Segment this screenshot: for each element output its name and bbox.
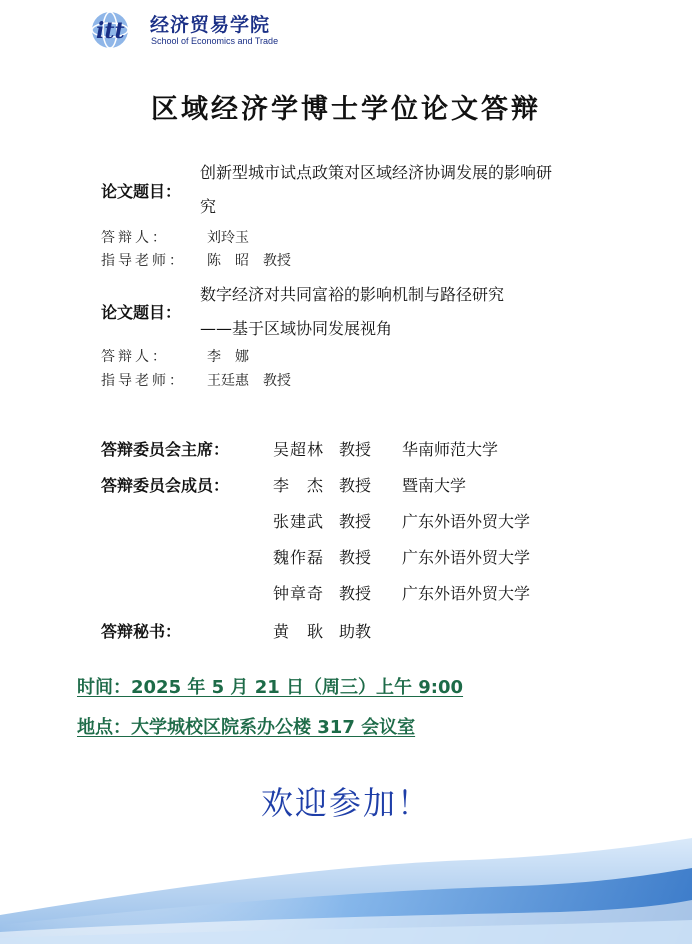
- thesis-2-topic-label: 论文题目：: [101, 303, 182, 322]
- page-title: 区域经济学博士学位论文答辩: [151, 94, 541, 125]
- committee-member-title: 教授: [339, 548, 372, 567]
- committee-members-label: 答辩委员会成员：: [101, 476, 230, 495]
- thesis-1-advisor-label: 指导老师：: [101, 253, 186, 269]
- school-logo: [86, 8, 144, 50]
- thesis-2-topic-line-1: 数字经济对共同富裕的影响机制与路径研究: [200, 285, 505, 304]
- thesis-1-advisor: 陈 昭 教授: [207, 253, 291, 269]
- secretary-name: 黄 耿: [273, 622, 325, 641]
- committee-member-title: 教授: [339, 512, 372, 531]
- committee-chair-label: 答辩委员会主席：: [101, 440, 230, 459]
- thesis-2-defender-label: 答辩人：: [101, 349, 169, 365]
- decorative-wave: [0, 820, 692, 944]
- defense-place: 地点：大学城校区院系办公楼 317 会议室: [77, 717, 416, 738]
- school-name-cn: 经济贸易学院: [150, 14, 271, 36]
- thesis-2-topic-line-2: ——基于区域协同发展视角: [200, 319, 393, 338]
- committee-member-name: 魏作磊: [273, 548, 325, 567]
- logo-text: itt: [96, 18, 125, 44]
- thesis-1-defender-label: 答辩人：: [101, 230, 169, 246]
- thesis-1-topic-line-1: 创新型城市试点政策对区域经济协调发展的影响研: [200, 163, 553, 182]
- defense-time: 时间：2025 年 5 月 21 日（周三）上午 9:00: [77, 677, 464, 698]
- committee-member-name: 李 杰: [273, 476, 325, 495]
- thesis-2-defender: 李 娜: [207, 349, 249, 365]
- thesis-1-defender: 刘玲玉: [207, 230, 249, 246]
- committee-member-affiliation: 暨南大学: [402, 476, 467, 495]
- school-name-en: School of Economics and Trade: [151, 36, 279, 46]
- secretary-label: 答辩秘书：: [101, 622, 182, 641]
- committee-member-name: 钟章奇: [273, 584, 325, 603]
- thesis-2-advisor: 王廷惠 教授: [207, 373, 291, 389]
- committee-member-affiliation: 广东外语外贸大学: [402, 512, 531, 531]
- committee-chair-title: 教授: [339, 440, 372, 459]
- thesis-1-topic-label: 论文题目：: [101, 182, 182, 201]
- committee-member-title: 教授: [339, 476, 372, 495]
- committee-member-affiliation: 广东外语外贸大学: [402, 584, 531, 603]
- committee-chair-name: 吴超林: [273, 440, 325, 459]
- committee-chair-affiliation: 华南师范大学: [402, 440, 499, 459]
- committee-member-title: 教授: [339, 584, 372, 603]
- thesis-2-advisor-label: 指导老师：: [101, 373, 186, 389]
- secretary-title: 助教: [339, 622, 372, 641]
- thesis-1-topic-line-2: 究: [200, 197, 217, 216]
- committee-member-name: 张建武: [273, 512, 325, 531]
- committee-member-affiliation: 广东外语外贸大学: [402, 548, 531, 567]
- welcome-text: 欢迎参加！: [260, 784, 431, 822]
